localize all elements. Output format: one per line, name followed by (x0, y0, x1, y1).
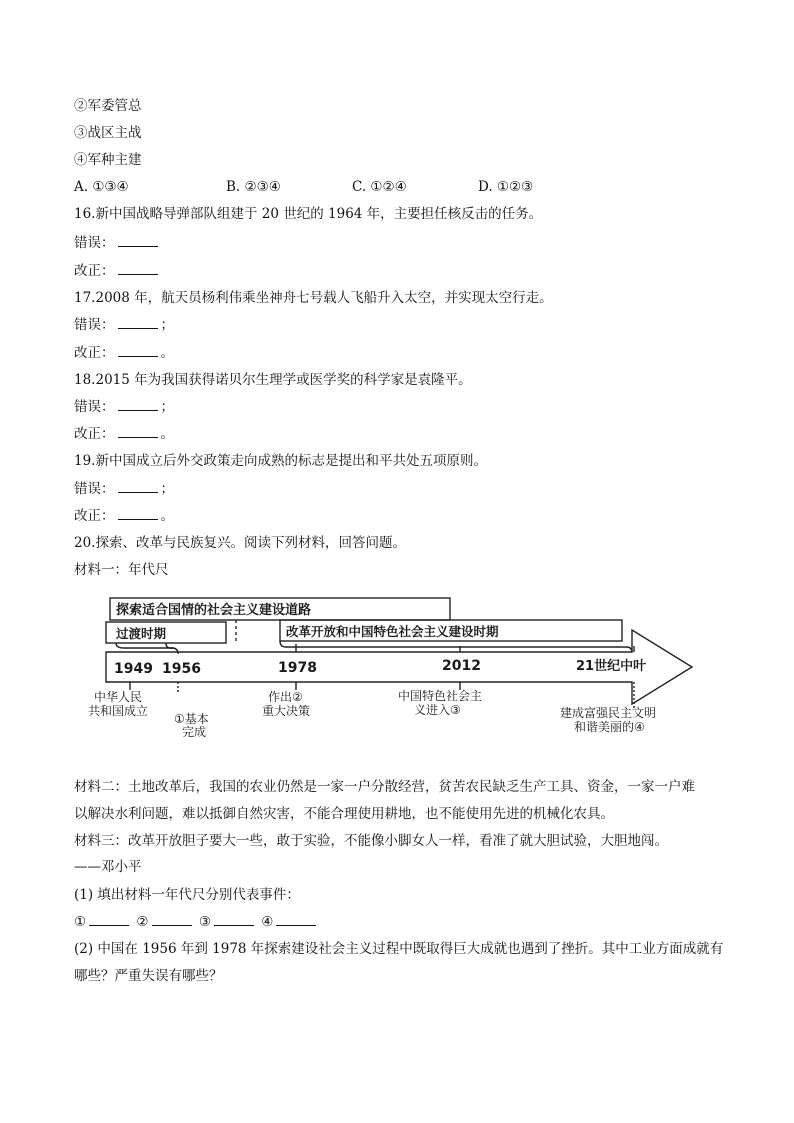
year-1978: 1978 (278, 660, 317, 676)
timeline-svg (86, 584, 736, 752)
question-19 (74, 452, 487, 470)
sub-question-2-line-2: 哪些？严重失误有哪些？ (74, 968, 223, 984)
fix-blank[interactable] (118, 344, 158, 357)
reform-label: 改革开放和中国特色社会主义建设时期 (286, 624, 499, 639)
error-blank[interactable] (118, 234, 158, 247)
sub-question-2-line-1: (2) 中国在 1956 年到 1978 年探索建设社会主义过程中既取得巨大成就也遇到了挫折。其中工业方面成就有 (74, 941, 724, 957)
q17-error-row (74, 316, 174, 334)
question-20-title: 20.探索、改革与民族复兴。阅读下列材料，回答问题。 (74, 535, 406, 551)
material-2-line-2: 以解决水利问题，难以抵御自然灾害，不能合理使用耕地，也不能使用先进的机械化农具。 (74, 806, 614, 822)
event-21c-b: 和谐美丽的④ (574, 720, 645, 734)
fix-label: 改正： (74, 426, 115, 442)
material-3: 材料三：改革开放胆子要大一些，敢于实验，不能像小脚女人一样，看准了就大胆试验，大胆地闯。 (74, 833, 668, 849)
punct: ； (160, 317, 174, 333)
year-1956: 1956 (162, 661, 201, 677)
fix-label: 改正： (74, 345, 115, 361)
event-2012-b: 义进入③ (414, 703, 461, 717)
error-blank[interactable] (118, 480, 158, 493)
blank-mark-4: ④ (261, 914, 274, 930)
blank-3[interactable] (214, 913, 254, 926)
year-2012: 2012 (442, 658, 481, 674)
blank-mark-1: ① (74, 914, 87, 930)
fix-blank[interactable] (118, 507, 158, 520)
question-number: 18. (74, 372, 96, 388)
question-text: 2008 年，航天员杨利伟乘坐神舟七号载人飞船升入太空，并实现太空行走。 (95, 290, 553, 306)
material-2-line-1: 材料二：土地改革后，我国的农业仍然是一家一户分散经营，贫苦农民缺乏生产工具、资金，一家一户难 (74, 779, 695, 795)
answer-options (74, 178, 634, 196)
error-label: 错误： (74, 481, 115, 497)
event-2012-a: 中国特色社会主 (398, 689, 483, 703)
blank-1[interactable] (89, 913, 129, 926)
event-1978-b: 重大决策 (262, 704, 311, 718)
event-1956-a: ①基本 (174, 712, 209, 726)
punct: 。 (160, 426, 174, 442)
question-18 (74, 371, 472, 389)
material-3-author: ——邓小平 (74, 859, 142, 875)
question-16 (74, 205, 542, 223)
blank-2[interactable] (152, 913, 192, 926)
sub-question-1: (1) 填出材料一年代尺分别代表事件： (74, 887, 300, 903)
punct: ； (160, 481, 174, 497)
punct: ； (160, 399, 174, 415)
event-1956-b: 完成 (182, 725, 207, 739)
timeline-figure (86, 584, 736, 752)
fix-label: 改正： (74, 508, 115, 524)
fix-label: 改正： (74, 263, 115, 279)
option-b[interactable]: B. ②③④ (226, 179, 281, 195)
q17-fix-row (74, 344, 174, 362)
transition-label: 过渡时期 (116, 626, 167, 641)
option-d[interactable]: D. ①②③ (478, 179, 534, 195)
fix-blank[interactable] (118, 425, 158, 438)
error-blank[interactable] (118, 398, 158, 411)
fix-blank[interactable] (118, 262, 158, 275)
q18-fix-row (74, 425, 174, 443)
q16-error-row (74, 234, 161, 252)
year-1949: 1949 (114, 661, 153, 677)
statement-3: ③战区主战 (74, 125, 142, 141)
statement-2: ②军委管总 (74, 98, 142, 114)
error-label: 错误： (74, 399, 115, 415)
q19-fix-row (74, 507, 174, 525)
material-1-label: 材料一：年代尺 (74, 562, 169, 578)
option-a[interactable]: A. ①③④ (74, 179, 129, 195)
question-17 (74, 289, 553, 307)
event-21c-a: 建成富强民主文明 (560, 706, 657, 720)
option-c[interactable]: C. ①②④ (352, 179, 407, 195)
sub-question-1-blanks (74, 913, 319, 931)
year-21c: 21世纪中叶 (576, 659, 647, 674)
question-number: 19. (74, 453, 96, 469)
error-label: 错误： (74, 317, 115, 333)
event-1949-a: 中华人民 (94, 690, 143, 704)
statement-4: ④军种主建 (74, 152, 142, 168)
explore-label: 探索适合国情的社会主义建设道路 (116, 603, 312, 618)
question-text: 新中国战略导弹部队组建于 20 世纪的 1964 年，主要担任核反击的任务。 (95, 206, 543, 222)
q16-fix-row (74, 262, 161, 280)
question-text: 2015 年为我国获得诺贝尔生理学或医学奖的科学家是袁隆平。 (95, 372, 472, 388)
punct: 。 (160, 345, 174, 361)
question-number: 16. (74, 206, 96, 222)
punct: 。 (160, 508, 174, 524)
event-1949-b: 共和国成立 (88, 704, 149, 718)
question-text: 新中国成立后外交政策走向成熟的标志是提出和平共处五项原则。 (95, 453, 487, 469)
q18-error-row (74, 398, 174, 416)
blank-mark-3: ③ (198, 914, 211, 930)
error-blank[interactable] (118, 316, 158, 329)
event-1978-a: 作出② (268, 690, 303, 704)
q19-error-row (74, 480, 174, 498)
blank-mark-2: ② (136, 914, 149, 930)
blank-4[interactable] (276, 913, 316, 926)
question-number: 17. (74, 290, 96, 306)
error-label: 错误： (74, 235, 115, 251)
